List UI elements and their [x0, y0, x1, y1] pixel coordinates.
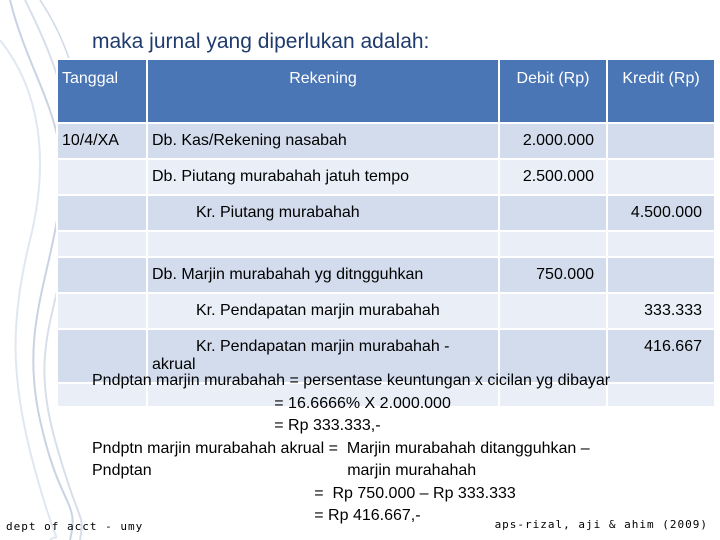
cell-account: Kr. Pendapatan marjin murabahah - akrual: [147, 329, 499, 383]
cell-debit: 2.000.000: [499, 123, 607, 159]
cell-debit: 2.500.000: [499, 159, 607, 195]
cell-credit: 416.667: [607, 329, 715, 383]
header-credit: Kredit (Rp): [607, 59, 715, 123]
table-row: [57, 159, 715, 195]
calculation-line: = 16.6666% X 2.000.000: [92, 394, 451, 412]
cell-date: [57, 231, 147, 257]
cell-account: Kr. Pendapatan marjin murabahah: [147, 293, 499, 329]
header-account: Rekening: [147, 59, 499, 123]
calculation-line: Pndptan marjin murabahah = persentase keuntungan x cicilan yg dibayar: [92, 372, 611, 389]
table-row: [57, 257, 715, 293]
calculation-line: = Rp 333.333,-: [92, 417, 381, 434]
cell-credit: 333.333: [607, 293, 715, 329]
cell-debit: 750.000: [499, 257, 607, 293]
table-row: [57, 123, 715, 159]
cell-account: Db. Marjin murabahah yg ditngguhkan: [147, 257, 499, 293]
cell-debit: [499, 231, 607, 257]
cell-account: Db. Piutang murabahah jatuh tempo: [147, 159, 499, 195]
cell-account: [147, 231, 499, 257]
header-date: Tanggal: [57, 59, 147, 123]
cell-account: Kr. Piutang murabahah: [147, 195, 499, 231]
footer-department: dept of acct - umy: [6, 520, 144, 533]
calculation-line: Pndptan marjin murahahah: [92, 462, 477, 479]
calculation-line: Pndptn marjin murabahah akrual = Marjin murabahah ditangguhkan –: [92, 439, 590, 457]
footer-credits: aps-rizal, aji & ahim (2009): [494, 518, 708, 531]
calculation-line: = Rp 750.000 – Rp 333.333: [92, 484, 516, 502]
table-row: [57, 293, 715, 329]
slide-title: maka jurnal yang diperlukan adalah:: [92, 30, 430, 53]
cell-account: Db. Kas/Rekening nasabah: [147, 123, 499, 159]
table-row: [57, 195, 715, 231]
cell-date: [57, 257, 147, 293]
journal-table: [56, 58, 716, 408]
cell-credit: [607, 123, 715, 159]
cell-date: 10/4/XA: [57, 123, 147, 159]
cell-credit: [607, 231, 715, 257]
header-debit: Debit (Rp): [499, 59, 607, 123]
calculation-block: [92, 370, 702, 528]
table-header-row: [57, 59, 715, 123]
cell-date: [57, 195, 147, 231]
cell-date: [57, 159, 147, 195]
cell-date: [57, 293, 147, 329]
cell-debit: [499, 293, 607, 329]
cell-credit: [607, 159, 715, 195]
cell-credit: 4.500.000: [607, 195, 715, 231]
cell-credit: [607, 257, 715, 293]
table-row: [57, 231, 715, 257]
cell-debit: [499, 195, 607, 231]
calculation-line: = Rp 416.667,-: [92, 507, 421, 524]
